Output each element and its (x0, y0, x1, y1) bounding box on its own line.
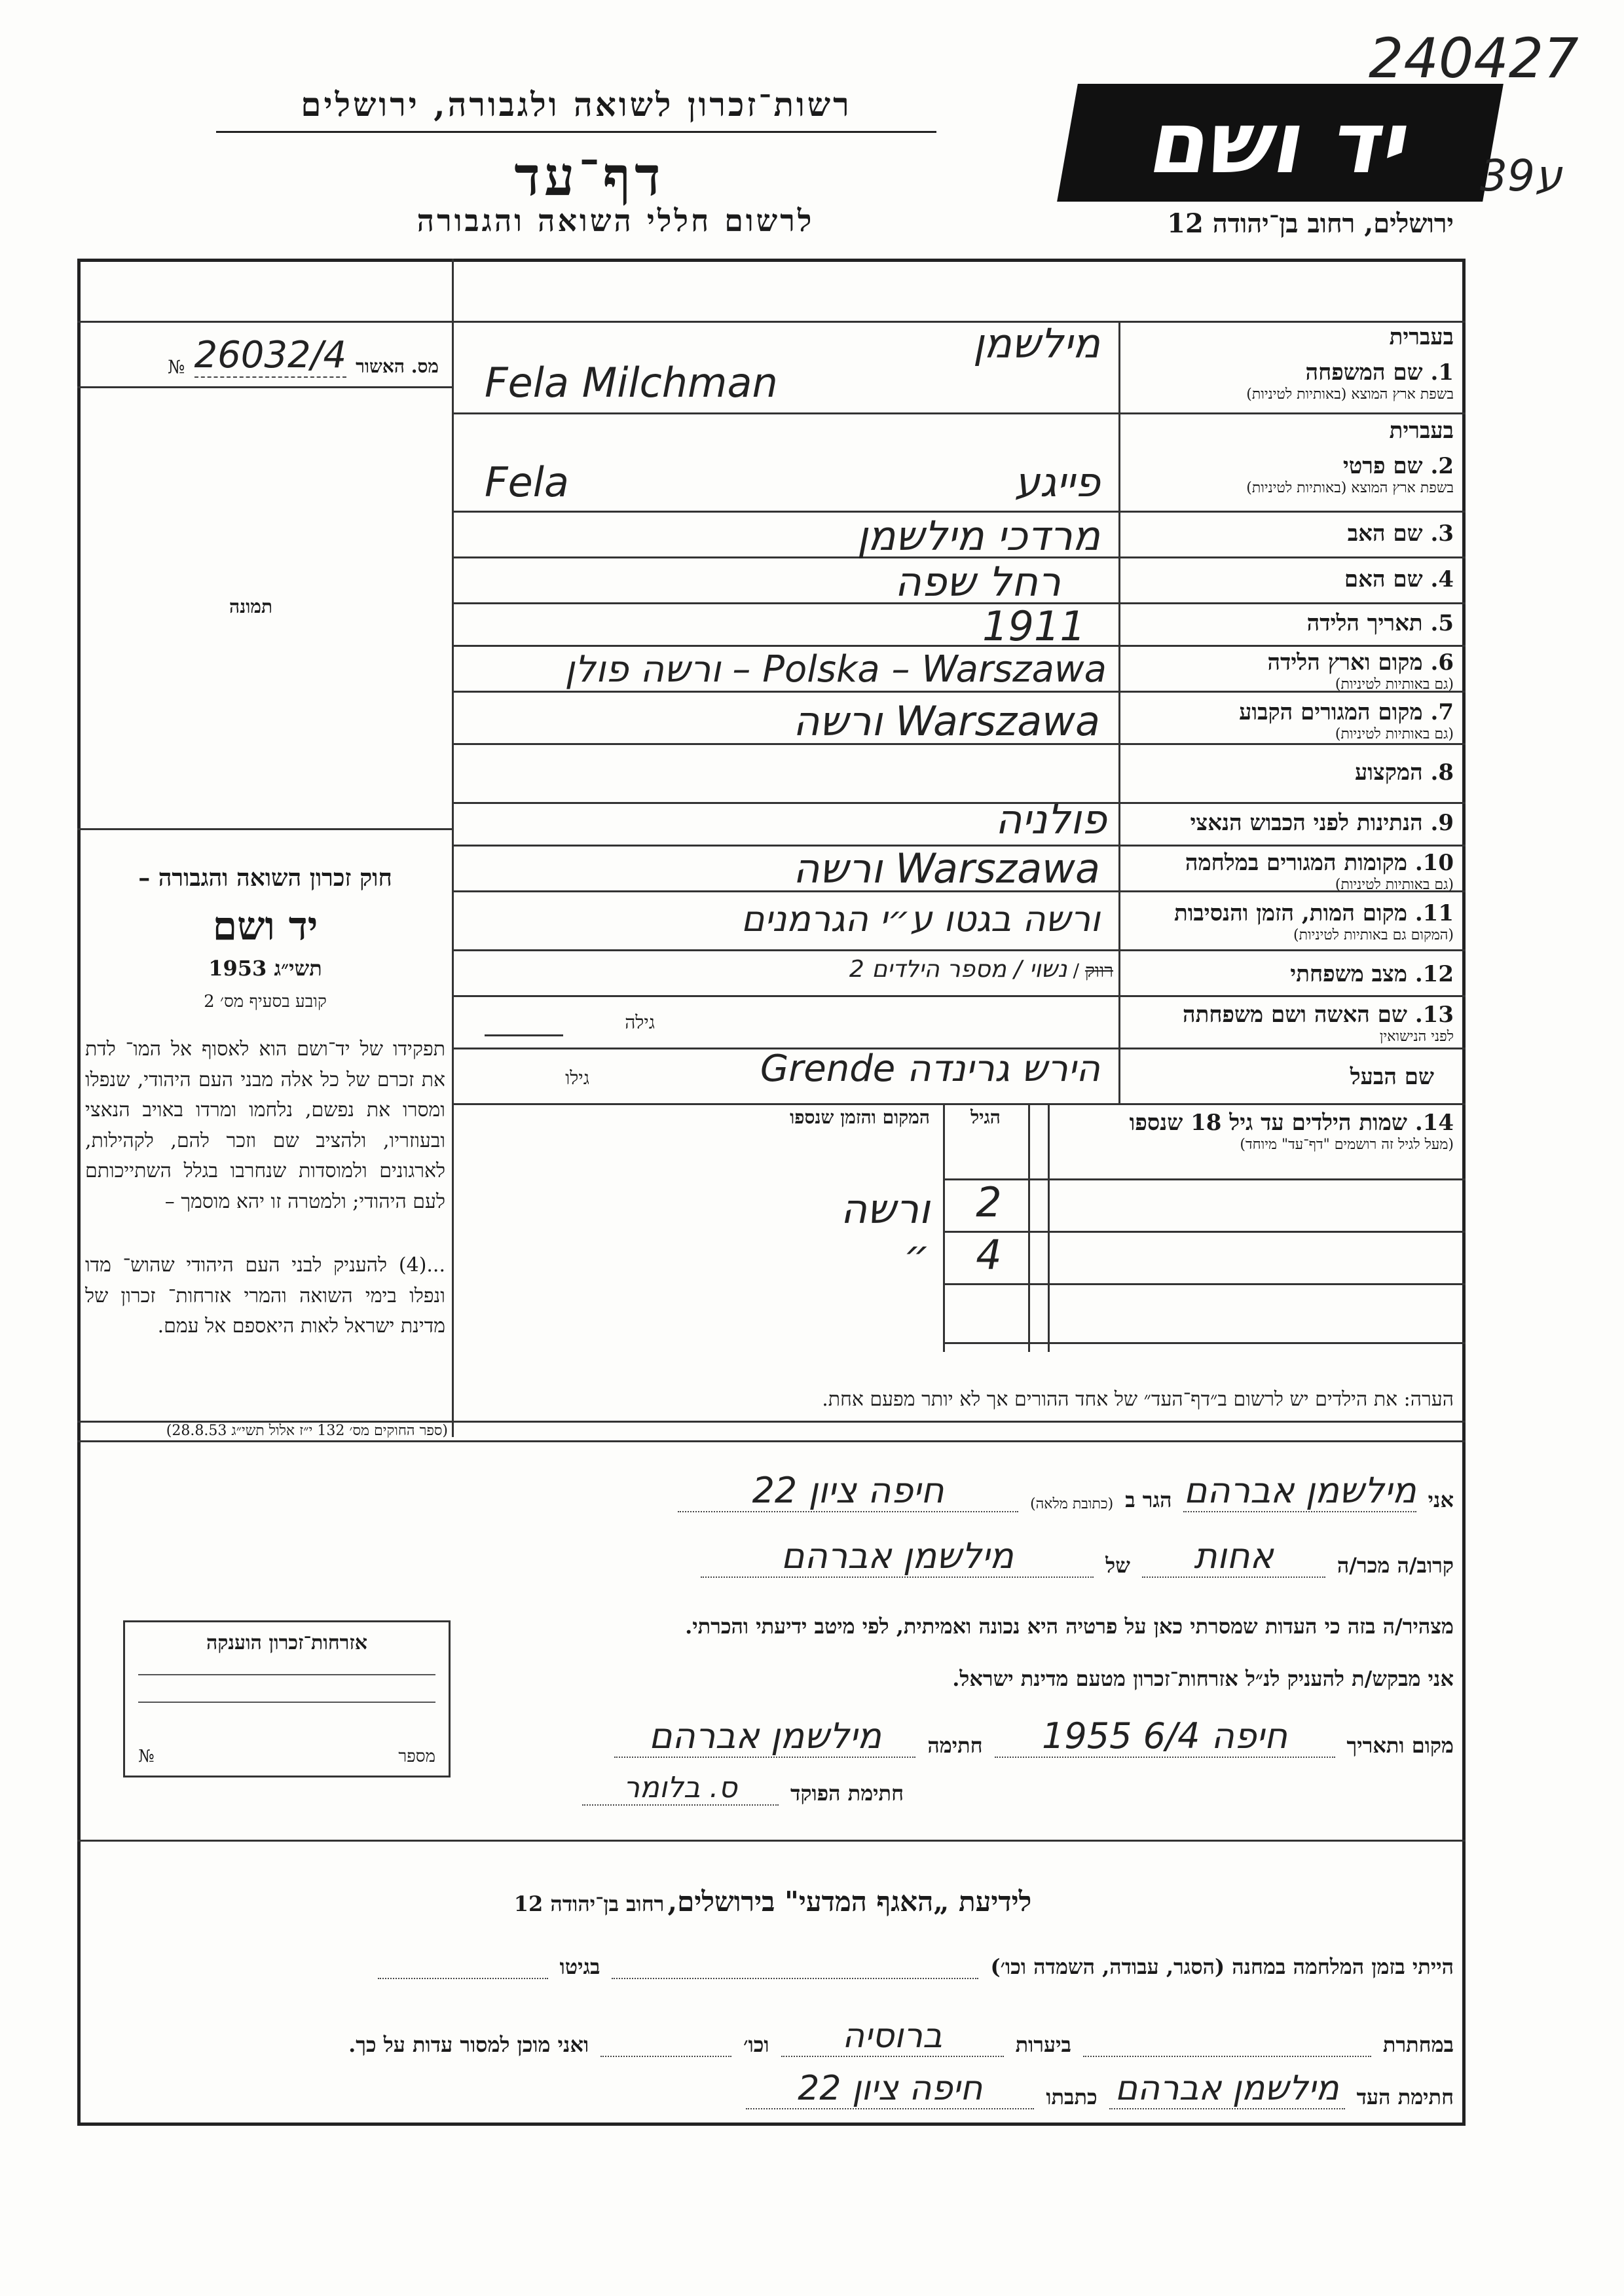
footer-ghetto-blank[interactable] (378, 1978, 548, 1979)
decl-official-signature[interactable]: ס. בלומר (582, 1771, 779, 1806)
row-line (943, 1231, 1466, 1233)
citizenship-no-mark: № (138, 1747, 155, 1766)
field-2-label: שם פרטי (1342, 453, 1423, 479)
law-year: תשי״ג 1953 (208, 956, 322, 981)
footer-etc-blank[interactable] (600, 2056, 731, 2057)
footer-underground-blank[interactable] (1083, 2056, 1371, 2057)
declaration-line-1 (458, 1470, 1454, 1512)
footer-line-2 (98, 2016, 1454, 2057)
row-line (77, 1840, 1466, 1842)
field-6-value[interactable]: Polska – Warszawa – ורשה פולן (564, 648, 1107, 691)
children-remark: הערה: את הילדים יש לרשום ב״דף־העד״ של אחד ההורים אך לא יותר מפעם אחת. (822, 1388, 1454, 1411)
children-divider-3 (1028, 1103, 1030, 1352)
footer-line-3 (458, 2069, 1454, 2109)
field-6-label-block: 6. מקום וארץ הלידה (גם באותיות לטיניות) (1267, 649, 1454, 693)
field-3-value[interactable]: מרדכי מילשמן (857, 512, 1100, 560)
decl-of-label: של (1105, 1553, 1130, 1578)
field-13-age-label: גילה (625, 1011, 655, 1033)
left-column-divider (452, 259, 454, 1437)
field-1-label: שם המשפחה (1305, 359, 1423, 386)
row-line (77, 386, 452, 388)
field-2-label-block (1126, 418, 1454, 496)
children-place-header: המקום והזמן שנספו (790, 1106, 930, 1128)
law-text-2: ...(4) להעניק לבני העם היהודי שהוש־ מדו ונפלו בימי השואה והמרי אזרחות־ זכרון של מדינת ישראל לאות היאספם אל עמם. (85, 1254, 445, 1338)
field-12-label: 12. מצב משפחתי (1290, 961, 1454, 987)
decl-request: אני מבקש/ת להעניק לנ״ל אזרחות־זכרון מטעם מדינת ישראל. (952, 1666, 1454, 1691)
field-12-options: רווק / נשוי / מספר הילדים 2 (849, 956, 1113, 983)
row-line (452, 645, 1466, 647)
field-1-heb-tag: בעברית (1389, 324, 1454, 350)
footer-ready-label: ואני מוכן למסור עדות על כך. (348, 2032, 589, 2057)
law-name: יד ושם (212, 903, 318, 949)
row-line (77, 321, 452, 323)
field-9-label: 9. הנתינות לפני הכבוש הנאצי (1190, 810, 1454, 836)
footer-camp-label: הייתי בזמן המלחמה במחנה (הסגר, עבודה, השמדה וכו׳) (990, 1954, 1454, 1979)
label-column-divider (1118, 321, 1120, 1103)
field-12-crossed-option: רווק (1084, 960, 1113, 981)
field-1-num: 1. (1430, 359, 1454, 386)
org-name: רשות־זכרון לשואה ולגבורה, ירושלים (301, 85, 852, 124)
child-1-age[interactable]: 2 (976, 1178, 1002, 1226)
field-7-value[interactable]: Warszawa ורשה (793, 697, 1100, 745)
declaration-line-2 (458, 1535, 1454, 1578)
confirmation-label: מס. האשור (356, 355, 439, 377)
footer-forest-label: ביערות (1015, 2032, 1071, 2057)
decl-resides-label: הגר ב (1125, 1487, 1172, 1512)
decl-i-label: אני (1428, 1487, 1454, 1512)
row-line (943, 1283, 1466, 1285)
confirmation-number: 26032/4 (194, 334, 347, 376)
field-5-label: 5. תאריך הלידה (1306, 610, 1454, 636)
decl-name[interactable]: מילשמן אברהם (1183, 1470, 1416, 1511)
field-8-label: 8. המקצוע (1354, 759, 1454, 786)
field-2-note: בשפת ארץ המוצא (באותיות לטיניות) (1246, 480, 1454, 496)
law-source: (ספר החוקים מס׳ 132 י״ז אלול תשי״ג 28.8.53) (166, 1423, 448, 1439)
footer-underground-label: במחתרת (1382, 2032, 1454, 2057)
row-line (77, 1440, 1466, 1442)
decl-relation[interactable]: אחות (1142, 1535, 1325, 1578)
row-line (452, 949, 1466, 951)
field-10-label-block: 10. מקומות המגורים במלחמה (גם באותיות לטיניות) (1185, 850, 1454, 893)
decl-official-label: חתימת הפוקד (790, 1781, 904, 1806)
footer-title-row (393, 1886, 1153, 1918)
decl-of-name[interactable]: מילשמן אברהם (701, 1535, 1094, 1578)
footer-witness-signature[interactable]: מילשמן אברהם (1109, 2069, 1345, 2109)
row-line (452, 1103, 1466, 1105)
footer-forest-value[interactable]: ברוסיה (781, 2016, 1004, 2057)
field-4-label: 4. שם האם (1344, 566, 1454, 592)
citizenship-line (138, 1674, 435, 1675)
children-label-block: 14. שמות הילדים עד גיל 18 שנספו (מעל לגיל זה רושמים "דף־עד" מיוחד) (1129, 1110, 1454, 1153)
decl-relative-label: קרוב/ה מכר/ה (1337, 1553, 1454, 1578)
husband-age-label: גילו (565, 1067, 589, 1089)
decl-statement: מצהיר/ה בזה כי העדות שמסרתי כאן על פרטיה היא נכונה ואמיתית, לפי מיטב ידיעתי והכרתי. (685, 1614, 1454, 1639)
footer-title: לידיעת „האגף המדעי" בירושלים, (667, 1886, 1032, 1918)
footer-address: רחוב בן־יהודה 12 (513, 1891, 665, 1916)
footer-witness-label: חתימת העד (1356, 2085, 1454, 2109)
row-line (452, 412, 1466, 414)
field-2-heb-tag: בעברית (1389, 418, 1454, 444)
field-13-label-block: 13. שם האשה ושם משפחתה לפני הנישואין (1183, 1002, 1454, 1045)
children-age-header: הגיל (970, 1106, 1001, 1128)
citizenship-number-row (138, 1747, 435, 1766)
confirmation-number-row (92, 334, 439, 378)
declaration-line-5 (458, 1715, 1454, 1758)
field-2-num: 2. (1430, 453, 1454, 479)
form-subtitle: לרשום חללי השואה והגבורה (416, 203, 815, 238)
footer-etc-label: וכו׳ (743, 2032, 769, 2057)
footer-address-label: כתבתו (1046, 2085, 1098, 2109)
decl-place-date-label: מקום ותאריך (1346, 1733, 1454, 1758)
row-line (452, 995, 1466, 997)
field-3-label: 3. שם האב (1347, 520, 1454, 547)
no-mark: № (168, 356, 185, 378)
field-4-value[interactable]: רחל שפה (895, 558, 1061, 606)
archive-number: 240427 (1369, 26, 1579, 90)
org-name-underline (216, 131, 936, 133)
field-1-latin-value[interactable]: Fela Milchman (485, 359, 778, 407)
children-divider-1 (1048, 1103, 1050, 1352)
form-title: דף־עד (514, 145, 665, 208)
field-7-label-block: 7. מקום המגורים הקבוע (גם באותיות לטיניות) (1239, 699, 1454, 742)
archive-note: ע39 (1480, 151, 1562, 201)
field-2-heb-value[interactable]: פייגע (1014, 458, 1100, 506)
field-1-heb-value[interactable]: מילשמן (972, 319, 1100, 367)
field-1-label-block (1126, 324, 1454, 403)
yad-vashem-logo: יד ושם (1057, 84, 1504, 202)
law-title: חוק זכרון השואה והגבורה – (138, 864, 392, 892)
field-10-value[interactable]: Warszawa ורשה (793, 845, 1100, 892)
law-text-1: תפקידו של יד־ושם הוא לאסוף אל המו־ לדת את זכרם של כל אלה מבני העם היהודי, שנפלו ומסרו את נפשם, נלחמו ומרדו באויב הנאצי ובעוזריו, ולהציב שם וזכר להם, לקהילות, לארגונים ולמוסדות שנחרבו בגלל השתייכותם לעם היהודי; ולמטרה זו יהא מוסמך – (85, 1038, 445, 1213)
decl-address-note: (כתובת מלאה) (1030, 1496, 1114, 1512)
husband-label: שם הבעל (1350, 1064, 1434, 1090)
field-1-note: בשפת ארץ המוצא (באותיות לטיניות) (1246, 386, 1454, 403)
row-line (943, 1342, 1466, 1344)
declaration-line-6 (458, 1771, 904, 1806)
citizenship-line (138, 1702, 435, 1703)
footer-witness-address[interactable]: חיפה ציון 22 (746, 2069, 1034, 2109)
child-1-place[interactable]: ורשה (840, 1185, 930, 1233)
decl-address[interactable]: חיפה ציון 22 (678, 1470, 1018, 1512)
field-11-label-block: 11. מקום המות, הזמן והנסיבות (המקום גם באותיות לטיניות) (1173, 900, 1454, 943)
citizenship-number-label: מספר (398, 1747, 435, 1766)
footer-ghetto-label: בגיטו (559, 1954, 600, 1979)
address-top: ירושלים, רחוב בן־יהודה 12 (1167, 208, 1454, 239)
field-9-value[interactable]: פולניה (995, 795, 1107, 843)
field-11-value[interactable]: ורשה בגטו ע״י הגרמנים (741, 898, 1100, 939)
row-line (77, 828, 452, 830)
citizenship-title: אזרחות־זכרון הוענקה (206, 1631, 368, 1654)
field-5-value[interactable]: 1911 (982, 602, 1086, 650)
decl-signature-label: חתימה (927, 1733, 983, 1758)
husband-value[interactable]: הירש גרינדה Grende (760, 1048, 1100, 1090)
decl-place-date[interactable]: חיפה 6/4 1955 (995, 1715, 1335, 1758)
citizenship-box (123, 1620, 451, 1777)
children-divider-2 (943, 1103, 945, 1352)
decl-signature[interactable]: מילשמן אברהם (614, 1715, 915, 1758)
footer-camp-blank[interactable] (612, 1978, 978, 1979)
field-13-age-line (485, 1034, 563, 1036)
row-line (943, 1178, 1466, 1180)
field-12-value[interactable]: נשוי / מספר הילדים 2 (849, 956, 1067, 983)
law-clause: קובע בסעיף מס׳ 2 (204, 992, 327, 1011)
child-2-age[interactable]: 4 (976, 1231, 1002, 1279)
footer-line-1 (98, 1954, 1454, 1979)
field-2-latin-value[interactable]: Fela (485, 458, 570, 506)
child-2-place[interactable]: ״ (904, 1231, 930, 1279)
photo-label: תמונה (229, 596, 273, 617)
